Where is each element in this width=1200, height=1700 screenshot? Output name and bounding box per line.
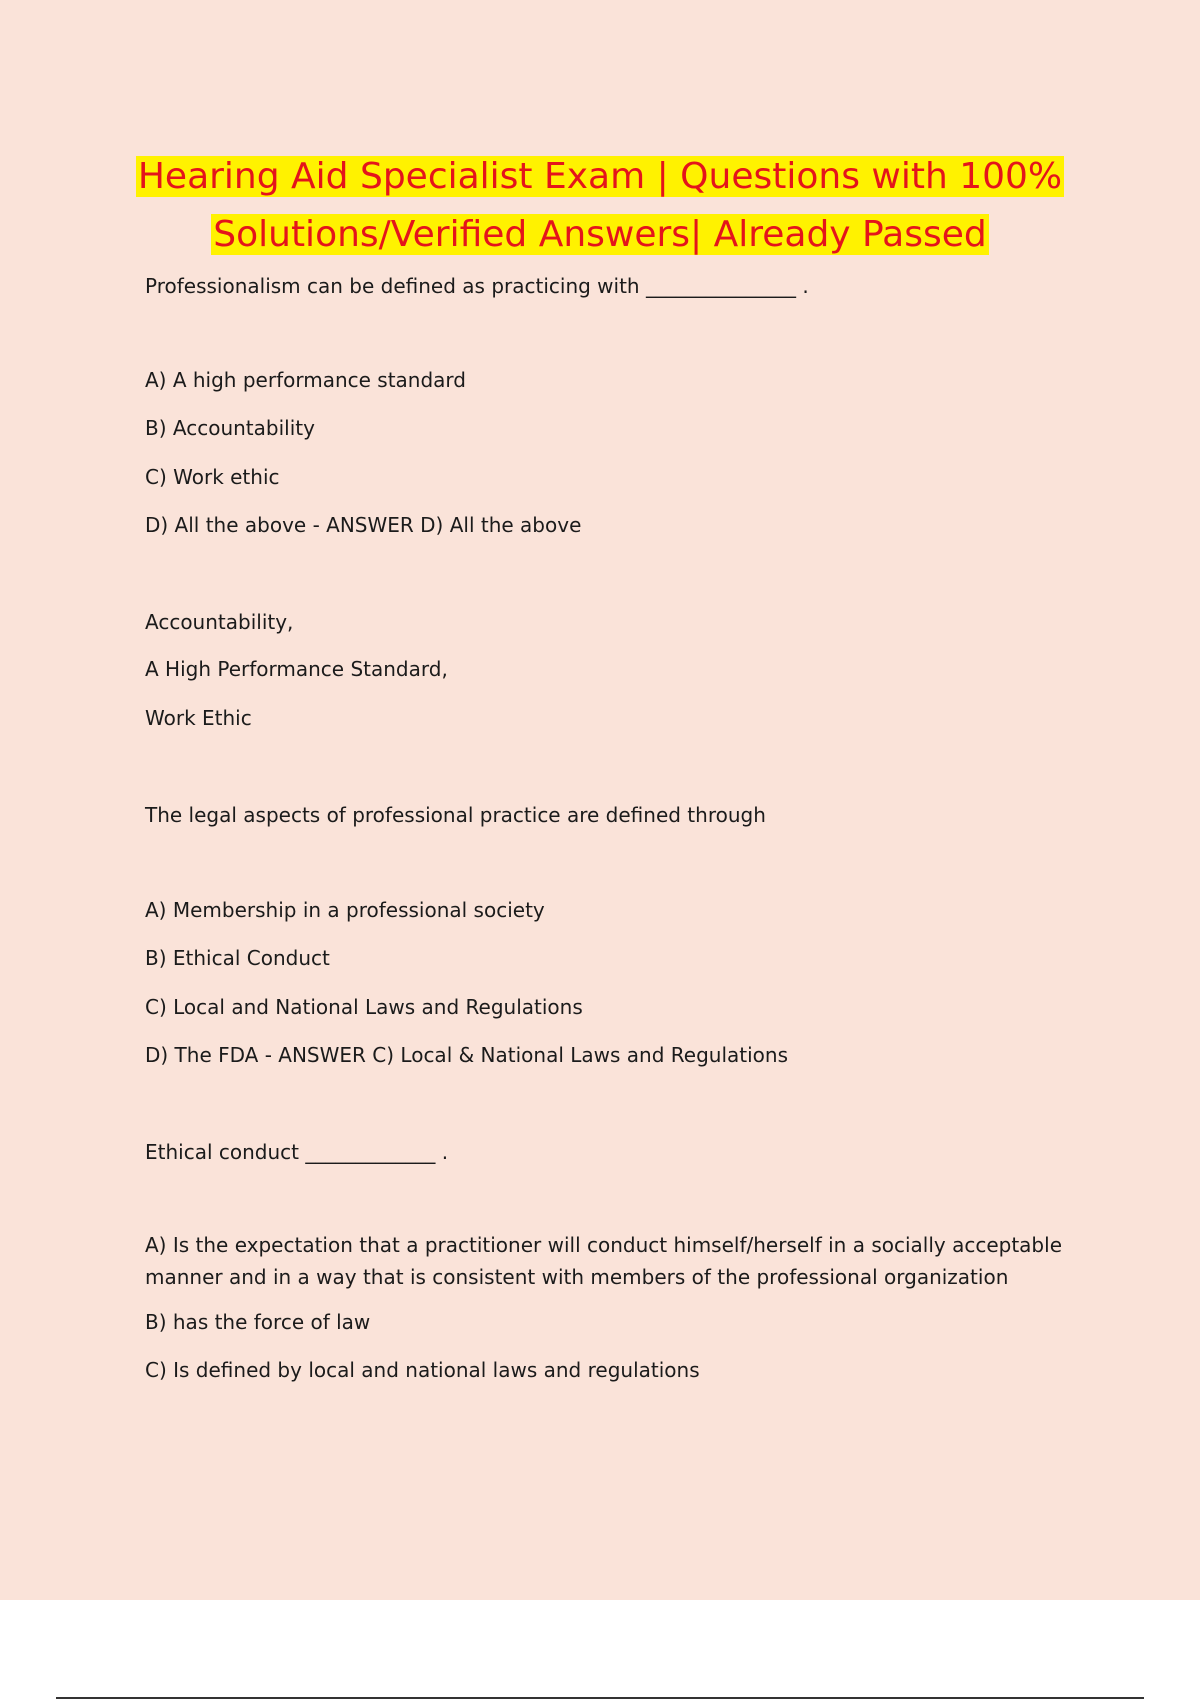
question-2-option-d: D) The FDA - ANSWER C) Local & National Laws and Regulations [145, 1043, 788, 1067]
question-1-note-2: A High Performance Standard, [145, 657, 448, 681]
question-1-prompt: Professionalism can be defined as practicing with _______________ . [145, 274, 809, 298]
question-1-note-1: Accountability, [145, 610, 294, 634]
question-1-option-a: A) A high performance standard [145, 368, 466, 392]
question-2-option-a: A) Membership in a professional society [145, 898, 545, 922]
question-1-option-d: D) All the above - ANSWER D) All the above [145, 513, 582, 537]
question-3-prompt: Ethical conduct _____________ . [145, 1140, 449, 1164]
question-3-option-b: B) has the force of law [145, 1310, 371, 1334]
question-3-option-a: A) Is the expectation that a practitioner will conduct himself/herself in a socially acceptable manner and in a way that is consistent with members of the professional organization [145, 1233, 1062, 1289]
footer-divider [56, 1697, 1144, 1699]
title-line-2: Solutions/Verified Answers| Already Passed [213, 214, 987, 255]
question-2-option-b: B) Ethical Conduct [145, 946, 330, 970]
question-2-prompt: The legal aspects of professional practice are defined through [145, 803, 766, 827]
question-1-option-c: C) Work ethic [145, 465, 280, 489]
question-3-option-c: C) Is defined by local and national laws and regulations [145, 1358, 700, 1382]
question-1-note-3: Work Ethic [145, 706, 252, 730]
question-2-option-c: C) Local and National Laws and Regulations [145, 995, 583, 1019]
question-1-option-b: B) Accountability [145, 416, 315, 440]
title-line-1: Hearing Aid Specialist Exam | Questions with 100% [137, 156, 1063, 197]
document-title [0, 148, 1200, 264]
